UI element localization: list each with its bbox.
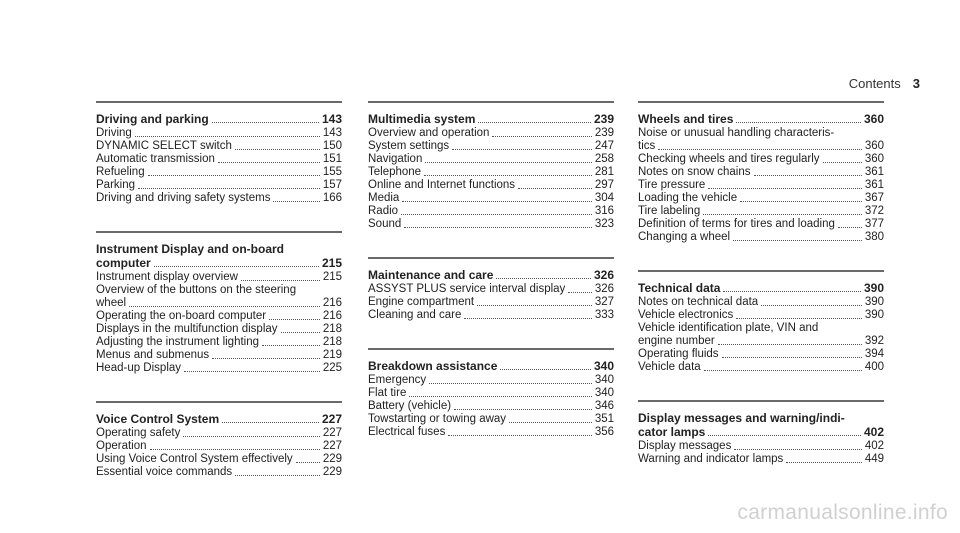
section-divider bbox=[96, 231, 342, 233]
leader-dots bbox=[212, 122, 319, 123]
toc-entry[interactable]: Definition of terms for tires and loading 377 bbox=[638, 218, 884, 230]
leader-dots bbox=[404, 227, 592, 228]
leader-dots bbox=[183, 436, 319, 437]
leader-dots bbox=[509, 422, 592, 423]
leader-dots bbox=[135, 136, 320, 137]
toc-entry[interactable]: System settings 247 bbox=[368, 140, 614, 152]
leader-dots bbox=[129, 306, 320, 307]
toc-entry[interactable]: ASSYST PLUS service interval display 326 bbox=[368, 283, 614, 295]
toc-entry[interactable]: Electrical fuses 356 bbox=[368, 426, 614, 438]
leader-dots bbox=[703, 214, 862, 215]
leader-dots bbox=[184, 371, 320, 372]
toc-heading[interactable]: Driving and parking 143 bbox=[96, 112, 342, 126]
leader-dots bbox=[838, 227, 862, 228]
toc-entry[interactable]: Battery (vehicle) 346 bbox=[368, 400, 614, 412]
toc-entry[interactable]: Parking 157 bbox=[96, 179, 342, 191]
toc-entries bbox=[638, 296, 884, 322]
toc-section-multimedia bbox=[368, 101, 614, 231]
leader-dots bbox=[402, 201, 591, 202]
leader-dots bbox=[723, 291, 860, 292]
leader-dots bbox=[235, 149, 320, 150]
toc-entries bbox=[96, 310, 342, 375]
toc-heading[interactable]: cator lamps 402 bbox=[638, 425, 884, 439]
toc-entry[interactable]: Adjusting the instrument lighting 218 bbox=[96, 336, 342, 348]
leader-dots bbox=[281, 332, 320, 333]
leader-dots bbox=[704, 370, 862, 371]
toc-entry-line[interactable]: Overview of the buttons on the steering bbox=[96, 284, 297, 296]
toc-entry[interactable]: Notes on technical data 390 bbox=[638, 296, 884, 308]
toc-heading[interactable]: Technical data 390 bbox=[638, 281, 884, 295]
toc-entry[interactable]: tics 360 bbox=[638, 140, 884, 152]
toc-entry[interactable]: Cleaning and care 333 bbox=[368, 309, 614, 321]
toc-heading[interactable]: Breakdown assistance 340 bbox=[368, 359, 614, 373]
toc-section-display-messages bbox=[638, 400, 884, 466]
toc-entry[interactable]: Vehicle electronics 390 bbox=[638, 309, 884, 321]
toc-heading-line[interactable]: Display messages and warning/indi- bbox=[638, 411, 845, 425]
toc-entry[interactable]: Flat tire 340 bbox=[368, 387, 614, 399]
leader-dots bbox=[154, 266, 319, 267]
toc-entry[interactable]: Head-up Display 225 bbox=[96, 362, 342, 374]
toc-entry[interactable]: Operating fluids 394 bbox=[638, 348, 884, 360]
toc-entry[interactable]: Essential voice commands 229 bbox=[96, 466, 342, 478]
watermark-text: carmanualsonline.info bbox=[737, 501, 948, 524]
section-divider bbox=[368, 257, 614, 259]
toc-entries bbox=[368, 283, 614, 322]
leader-dots bbox=[477, 305, 592, 306]
toc-entries bbox=[96, 427, 342, 479]
leader-dots bbox=[708, 188, 861, 189]
toc-entries bbox=[96, 127, 342, 205]
section-divider bbox=[368, 348, 614, 350]
toc-entry[interactable]: Online and Internet functions 297 bbox=[368, 179, 614, 191]
toc-section-instrument-display bbox=[96, 231, 342, 375]
toc-entry[interactable]: Telephone 281 bbox=[368, 166, 614, 178]
toc-section-wheels-and-tires bbox=[638, 101, 884, 244]
leader-dots bbox=[754, 175, 862, 176]
leader-dots bbox=[823, 162, 862, 163]
leader-dots bbox=[452, 149, 592, 150]
page-number: 3 bbox=[912, 76, 920, 91]
toc-section-driving-and-parking bbox=[96, 101, 342, 205]
leader-dots bbox=[761, 305, 862, 306]
leader-dots bbox=[718, 344, 862, 345]
toc-section-maintenance bbox=[368, 257, 614, 322]
leader-dots bbox=[273, 201, 319, 202]
section-divider bbox=[638, 101, 884, 103]
toc-entries bbox=[368, 127, 614, 231]
toc-entry[interactable]: Display messages 402 bbox=[638, 440, 884, 452]
leader-dots bbox=[241, 280, 320, 281]
leader-dots bbox=[212, 358, 320, 359]
toc-entries bbox=[368, 374, 614, 439]
toc-entry[interactable]: wheel 216 bbox=[96, 297, 342, 309]
leader-dots bbox=[492, 136, 591, 137]
leader-dots bbox=[138, 188, 320, 189]
toc-heading[interactable]: Wheels and tires 360 bbox=[638, 112, 884, 126]
section-divider bbox=[368, 101, 614, 103]
toc-entry[interactable]: Engine compartment 327 bbox=[368, 296, 614, 308]
leader-dots bbox=[733, 240, 862, 241]
toc-entry[interactable]: Overview and operation 239 bbox=[368, 127, 614, 139]
toc-entry[interactable]: Media 304 bbox=[368, 192, 614, 204]
leader-dots bbox=[401, 214, 592, 215]
toc-entry[interactable]: Refueling 155 bbox=[96, 166, 342, 178]
leader-dots bbox=[740, 201, 862, 202]
toc-heading-line[interactable]: Instrument Display and on-board bbox=[96, 242, 285, 256]
leader-dots bbox=[658, 149, 862, 150]
toc-entry[interactable]: Driving and driving safety systems 166 bbox=[96, 192, 342, 204]
toc-entries bbox=[638, 440, 884, 466]
toc-entry-line[interactable]: Vehicle identification plate, VIN and bbox=[638, 322, 819, 334]
toc-entry[interactable]: Warning and indicator lamps 449 bbox=[638, 453, 884, 465]
toc-entry[interactable]: Operating safety 227 bbox=[96, 427, 342, 439]
toc-entry[interactable]: Towstarting or towing away 351 bbox=[368, 413, 614, 425]
toc-entries bbox=[638, 153, 884, 244]
toc-heading[interactable]: Voice Control System 227 bbox=[96, 412, 342, 426]
leader-dots bbox=[500, 369, 591, 370]
leader-dots bbox=[425, 162, 591, 163]
toc-column-2 bbox=[368, 101, 614, 465]
leader-dots bbox=[150, 449, 320, 450]
leader-dots bbox=[518, 188, 592, 189]
leader-dots bbox=[496, 278, 591, 279]
leader-dots bbox=[464, 318, 591, 319]
toc-entry[interactable]: Loading the vehicle 367 bbox=[638, 192, 884, 204]
toc-entry[interactable]: Checking wheels and tires regularly 360 bbox=[638, 153, 884, 165]
toc-section-technical-data bbox=[638, 270, 884, 374]
leader-dots bbox=[222, 422, 319, 423]
toc-entry[interactable]: Vehicle data 400 bbox=[638, 361, 884, 373]
leader-dots bbox=[148, 175, 320, 176]
toc-entry[interactable]: Tire labeling 372 bbox=[638, 205, 884, 217]
leader-dots bbox=[454, 409, 592, 410]
section-divider bbox=[96, 401, 342, 403]
leader-dots bbox=[409, 396, 591, 397]
toc-entry[interactable]: Changing a wheel 380 bbox=[638, 231, 884, 243]
leader-dots bbox=[218, 162, 320, 163]
leader-dots bbox=[736, 122, 861, 123]
page-header-title: Contents bbox=[848, 76, 901, 91]
toc-entry[interactable]: Emergency 340 bbox=[368, 374, 614, 386]
toc-entry[interactable]: DYNAMIC SELECT switch 150 bbox=[96, 140, 342, 152]
leader-dots bbox=[262, 345, 320, 346]
toc-heading[interactable]: Maintenance and care 326 bbox=[368, 268, 614, 282]
section-divider bbox=[638, 400, 884, 402]
toc-entry[interactable]: Driving 143 bbox=[96, 127, 342, 139]
page-header bbox=[849, 76, 920, 91]
toc-entry[interactable]: Instrument display overview 215 bbox=[96, 271, 342, 283]
leader-dots bbox=[568, 292, 592, 293]
toc-entry[interactable]: Notes on snow chains 361 bbox=[638, 166, 884, 178]
leader-dots bbox=[296, 462, 320, 463]
toc-section-breakdown bbox=[368, 348, 614, 439]
toc-entry[interactable]: Operating the on-board computer 216 bbox=[96, 310, 342, 322]
leader-dots bbox=[708, 435, 861, 436]
toc-entry[interactable]: engine number 392 bbox=[638, 335, 884, 347]
toc-entry[interactable]: Menus and submenus 219 bbox=[96, 349, 342, 361]
leader-dots bbox=[429, 383, 592, 384]
toc-heading[interactable]: Multimedia system 239 bbox=[368, 112, 614, 126]
toc-column-1 bbox=[96, 101, 342, 505]
toc-entry-line[interactable]: Noise or unusual handling characteris- bbox=[638, 127, 835, 139]
leader-dots bbox=[235, 475, 320, 476]
leader-dots bbox=[478, 122, 591, 123]
toc-entry[interactable]: Tire pressure 361 bbox=[638, 179, 884, 191]
section-divider bbox=[96, 101, 342, 103]
toc-section-voice-control bbox=[96, 401, 342, 479]
toc-entry[interactable]: Operation 227 bbox=[96, 440, 342, 452]
toc-entry[interactable]: Automatic transmission 151 bbox=[96, 153, 342, 165]
leader-dots bbox=[734, 449, 861, 450]
leader-dots bbox=[424, 175, 592, 176]
toc-entries bbox=[638, 348, 884, 374]
leader-dots bbox=[448, 435, 591, 436]
toc-entry[interactable]: Sound 323 bbox=[368, 218, 614, 230]
toc-entry[interactable]: Displays in the multifunction display 218 bbox=[96, 323, 342, 335]
toc-entry[interactable]: Using Voice Control System effectively 229 bbox=[96, 453, 342, 465]
section-divider bbox=[638, 270, 884, 272]
toc-heading[interactable]: computer 215 bbox=[96, 256, 342, 270]
toc-column-3 bbox=[638, 101, 884, 492]
toc-entry[interactable]: Radio 316 bbox=[368, 205, 614, 217]
leader-dots bbox=[736, 318, 862, 319]
leader-dots bbox=[722, 357, 862, 358]
leader-dots bbox=[269, 319, 320, 320]
toc-entry[interactable]: Navigation 258 bbox=[368, 153, 614, 165]
leader-dots bbox=[786, 462, 862, 463]
